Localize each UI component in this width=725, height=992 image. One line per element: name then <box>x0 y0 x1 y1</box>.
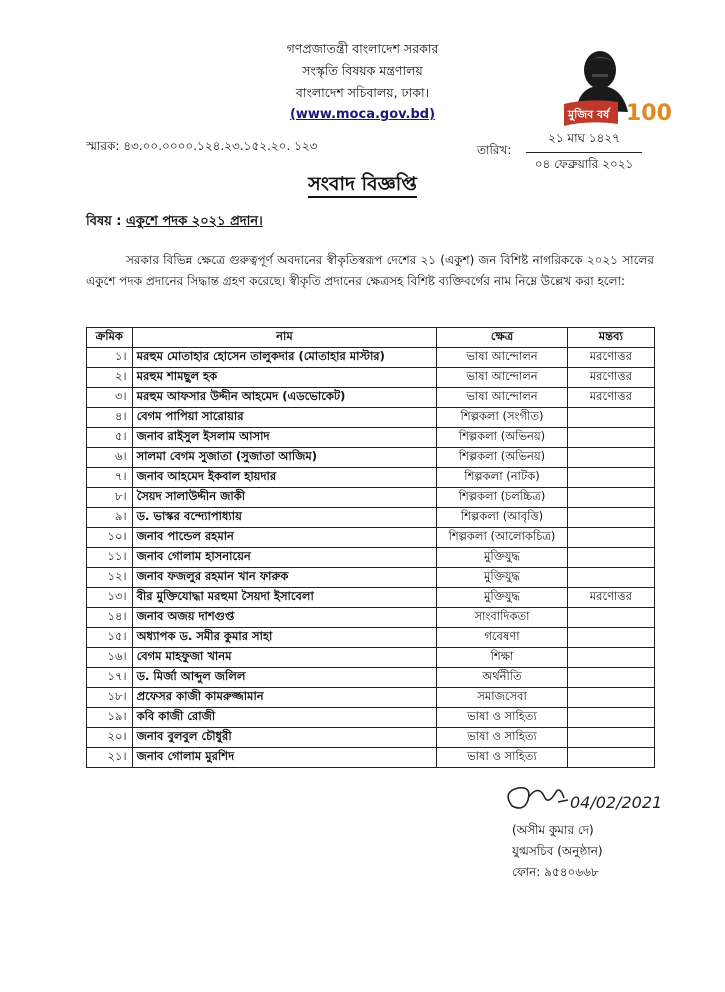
row-field: গবেষণা <box>437 628 567 648</box>
row-name: প্রফেসর কাজী কামরুজ্জামান <box>132 688 437 708</box>
row-name: অধ্যাপক ড. সমীর কুমার সাহা <box>132 628 437 648</box>
row-field: শিল্পকলা (সংগীত) <box>437 408 567 428</box>
table-row <box>87 548 655 568</box>
row-field: অর্থনীতি <box>437 668 567 688</box>
row-serial: ১২। <box>87 568 133 588</box>
subject-label: বিষয় : <box>86 214 122 229</box>
row-field: শিল্পকলা (আলোকচিত্র) <box>437 528 567 548</box>
table-row <box>87 628 655 648</box>
document-title-wrap <box>0 170 725 202</box>
header-serial: ক্রমিক <box>87 328 133 348</box>
row-serial: ১৭। <box>87 668 133 688</box>
row-field: শিক্ষা <box>437 648 567 668</box>
row-serial: ১। <box>87 348 133 368</box>
website-link[interactable]: (www.moca.gov.bd) <box>289 107 436 122</box>
row-name: জনাব পান্ডেল রহমান <box>132 528 437 548</box>
row-serial: ৩। <box>87 388 133 408</box>
row-remark <box>567 408 654 428</box>
row-serial: ৯। <box>87 508 133 528</box>
row-serial: ৬। <box>87 448 133 468</box>
table-row <box>87 648 655 668</box>
signatory-designation: যুগ্মসচিব (অনুষ্ঠান) <box>512 844 603 858</box>
row-field: ভাষা ও সাহিত্য <box>437 708 567 728</box>
row-name: বেগম মাহফুজা খানম <box>132 648 437 668</box>
header-name: নাম <box>132 328 437 348</box>
awardees-table <box>86 327 655 768</box>
row-field: শিল্পকলা (অভিনয়) <box>437 428 567 448</box>
row-serial: ২০। <box>87 728 133 748</box>
signature-scribble <box>498 778 688 822</box>
row-name: মরহুম আফসার উদ্দীন আহমেদ (এডভোকেট) <box>132 388 437 408</box>
row-name: সালমা বেগম সুজাতা (সুজাতা আজিম) <box>132 448 437 468</box>
signatory-name: (অসীম কুমার দে) <box>512 823 594 837</box>
row-field: শিল্পকলা (আবৃত্তি) <box>437 508 567 528</box>
row-field: সমাজসেবা <box>437 688 567 708</box>
row-serial: ১৫। <box>87 628 133 648</box>
row-serial: ১৪। <box>87 608 133 628</box>
row-field: সাংবাদিকতা <box>437 608 567 628</box>
table-row <box>87 368 655 388</box>
table-row <box>87 488 655 508</box>
row-name: জনাব অজয় দাশগুপ্ত <box>132 608 437 628</box>
row-remark <box>567 648 654 668</box>
row-name: জনাব গোলাম মুরশিদ <box>132 748 437 768</box>
table-row <box>87 528 655 548</box>
row-field: মুক্তিযুদ্ধ <box>437 588 567 608</box>
row-name: কবি কাজী রোজী <box>132 708 437 728</box>
row-remark: মরণোত্তর <box>567 388 654 408</box>
row-remark <box>567 568 654 588</box>
mujib-borsho-logo <box>558 40 678 132</box>
row-serial: ১৮। <box>87 688 133 708</box>
subject-text: একুশে পদক ২০২১ প্রদান। <box>126 214 263 229</box>
row-field: শিল্পকলা (চলচ্চিত্র) <box>437 488 567 508</box>
table-row <box>87 728 655 748</box>
row-field: শিল্পকলা (নাটক) <box>437 468 567 488</box>
row-serial: ২১। <box>87 748 133 768</box>
row-serial: ৪। <box>87 408 133 428</box>
table-row <box>87 748 655 768</box>
reference-number: স্মারক: ৪৩.০০.০০০০.১২৪.২৩.১৫২.২০. ১২৩ <box>86 139 318 153</box>
row-remark <box>567 688 654 708</box>
row-serial: ৫। <box>87 428 133 448</box>
row-field: ভাষা ও সাহিত্য <box>437 748 567 768</box>
row-field: ভাষা আন্দোলন <box>437 348 567 368</box>
row-name: সৈয়দ সালাউদ্দীন জাকী <box>132 488 437 508</box>
row-field: ভাষা ও সাহিত্য <box>437 728 567 748</box>
header-remark: মন্তব্য <box>567 328 654 348</box>
subject-line <box>86 212 263 233</box>
table-row <box>87 388 655 408</box>
row-remark <box>567 548 654 568</box>
row-remark: মরণোত্তর <box>567 348 654 368</box>
logo-number: 100 <box>626 101 672 126</box>
row-field: মুক্তিযুদ্ধ <box>437 568 567 588</box>
table-row <box>87 408 655 428</box>
table-row <box>87 428 655 448</box>
row-field: শিল্পকলা (অভিনয়) <box>437 448 567 468</box>
row-remark <box>567 468 654 488</box>
row-remark: মরণোত্তর <box>567 368 654 388</box>
date-bangla: ২১ মাঘ ১৪২৭ <box>526 130 642 153</box>
row-remark <box>567 628 654 648</box>
row-serial: ১১। <box>87 548 133 568</box>
row-serial: ২। <box>87 368 133 388</box>
row-name: জনাব গোলাম হাসনায়েন <box>132 548 437 568</box>
table-row <box>87 608 655 628</box>
table-row <box>87 568 655 588</box>
row-name: মরহুম শামছুল হক <box>132 368 437 388</box>
row-name: বেগম পাপিয়া সারোয়ার <box>132 408 437 428</box>
row-serial: ৮। <box>87 488 133 508</box>
signatory-block <box>512 820 603 883</box>
body-paragraph: সরকার বিভিন্ন ক্ষেত্রে গুরুত্বপূর্ণ অবদানের স্বীকৃতিস্বরূপ দেশের ২১ (একুশ) জন বিশিষ্ট নাগরিককে ২০২১ সালের একুশে পদক প্রদানের সিদ্ধান্ত গ্রহণ করেছে। স্বীকৃতি প্রদানের ক্ষেত্রসহ বিশিষ্ট ব্যক্তিবর্গের নাম নিম্নে উল্লেখ করা হলো: <box>86 253 654 288</box>
row-name: জনাব ফজলুর রহমান খান ফারুক <box>132 568 437 588</box>
row-remark <box>567 728 654 748</box>
table-row <box>87 708 655 728</box>
logo-text: মুজিব বর্ষ <box>568 108 610 121</box>
row-name: জনাব বুলবুল চৌধুরী <box>132 728 437 748</box>
row-remark <box>567 488 654 508</box>
row-remark <box>567 508 654 528</box>
row-remark <box>567 668 654 688</box>
row-remark <box>567 748 654 768</box>
row-name: জনাব রাইসুল ইসলাম আসাদ <box>132 428 437 448</box>
row-remark <box>567 428 654 448</box>
government-name: গণপ্রজাতন্ত্রী বাংলাদেশ সরকার <box>286 41 439 56</box>
date-english: ০৪ ফেব্রুয়ারি ২০২১ <box>534 157 634 171</box>
document-title: সংবাদ বিজ্ঞপ্তি <box>308 173 417 198</box>
row-remark: মরণোত্তর <box>567 588 654 608</box>
row-serial: ৭। <box>87 468 133 488</box>
row-name: মরহুম মোতাহার হোসেন তালুকদার (মোতাহার মাস্টার) <box>132 348 437 368</box>
table-row <box>87 668 655 688</box>
row-serial: ১৬। <box>87 648 133 668</box>
ministry-name: সংস্কৃতি বিষয়ক মন্ত্রণালয় <box>302 63 423 78</box>
table-row <box>87 468 655 488</box>
row-name: বীর মুক্তিযোদ্ধা মরহুমা সৈয়দা ইসাবেলা <box>132 588 437 608</box>
row-serial: ১৯। <box>87 708 133 728</box>
table-row <box>87 688 655 708</box>
date-label: তারিখ: <box>477 143 512 157</box>
row-remark <box>567 528 654 548</box>
row-remark <box>567 708 654 728</box>
header-field: ক্ষেত্র <box>437 328 567 348</box>
table-row <box>87 588 655 608</box>
row-remark <box>567 448 654 468</box>
row-field: ভাষা আন্দোলন <box>437 388 567 408</box>
row-name: ড. ভাস্কর বন্দ্যোপাধ্যায় <box>132 508 437 528</box>
signatory-phone: ফোন: ৯৫৪০৬৬৮ <box>512 865 599 879</box>
row-field: ভাষা আন্দোলন <box>437 368 567 388</box>
table-row <box>87 348 655 368</box>
office-address: বাংলাদেশ সচিবালয়, ঢাকা। <box>295 85 430 100</box>
row-name: ড. মির্জা আব্দুল জলিল <box>132 668 437 688</box>
row-name: জনাব আহমেদ ইকবাল হায়দার <box>132 468 437 488</box>
row-serial: ১৩। <box>87 588 133 608</box>
row-remark <box>567 608 654 628</box>
table-row <box>87 448 655 468</box>
table-header-row <box>87 328 655 348</box>
row-field: মুক্তিযুদ্ধ <box>437 548 567 568</box>
table-row <box>87 508 655 528</box>
signature-date: 04/02/2021 <box>570 793 663 812</box>
row-serial: ১০। <box>87 528 133 548</box>
